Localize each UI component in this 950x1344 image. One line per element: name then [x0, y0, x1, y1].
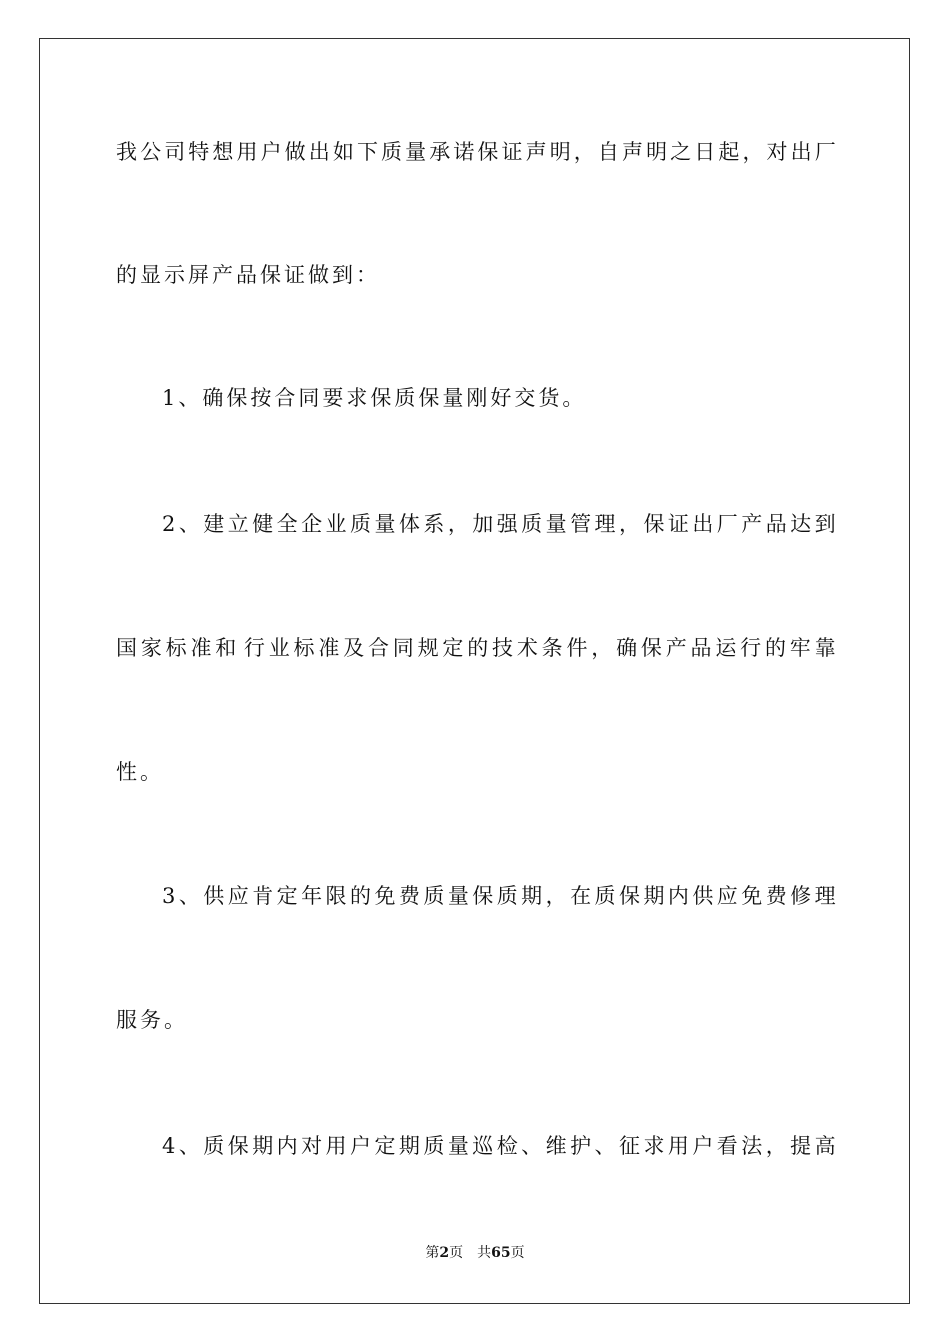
footer-page-suffix: 页 [449, 1245, 464, 1261]
text-line-4: 2 、 建 立 健 全 企 业 质 量 体 系 ， 加 强 质 量 管 理 ， 保 证 出 厂 产 品 达 到 [162, 512, 836, 536]
footer-total-pages: 65 [491, 1245, 511, 1261]
text-line-3: 1、确保按合同要求保质保量刚好交货。 [162, 386, 587, 410]
footer-total-suffix: 页 [510, 1245, 525, 1261]
text-line-2: 的显示屏产品保证做到： [116, 263, 380, 287]
text-line-8: 服务。 [116, 1008, 188, 1032]
text-line-1: 我 公 司 特 想 用 户 做 出 如 下 质 量 承 诺 保 证 声 明 ， 自 声 明 之 日 起 ， 对 出 厂 [116, 140, 836, 164]
footer-total-prefix: 共 [477, 1245, 492, 1261]
footer-page-prefix: 第 [425, 1245, 440, 1261]
text-line-9: 4 、 质 保 期 内 对 用 户 定 期 质 量 巡 检 、 维 护 、 征 求 用 户 看 法 ， 提 高 [162, 1134, 836, 1158]
text-line-7: 3 、 供 应 肯 定 年 限 的 免 费 质 量 保 质 期 ， 在 质 保 期 内 供 应 免 费 修 理 [162, 884, 836, 908]
footer-page-number: 2 [439, 1245, 450, 1261]
text-line-6: 性。 [116, 760, 164, 784]
page-border [39, 38, 910, 1304]
page-footer [0, 1243, 950, 1263]
text-line-5: 国 家 标 准 和 行 业 标 准 及 合 同 规 定 的 技 术 条 件 ， 确 保 产 品 运 行 的 牢 靠 [116, 636, 836, 660]
